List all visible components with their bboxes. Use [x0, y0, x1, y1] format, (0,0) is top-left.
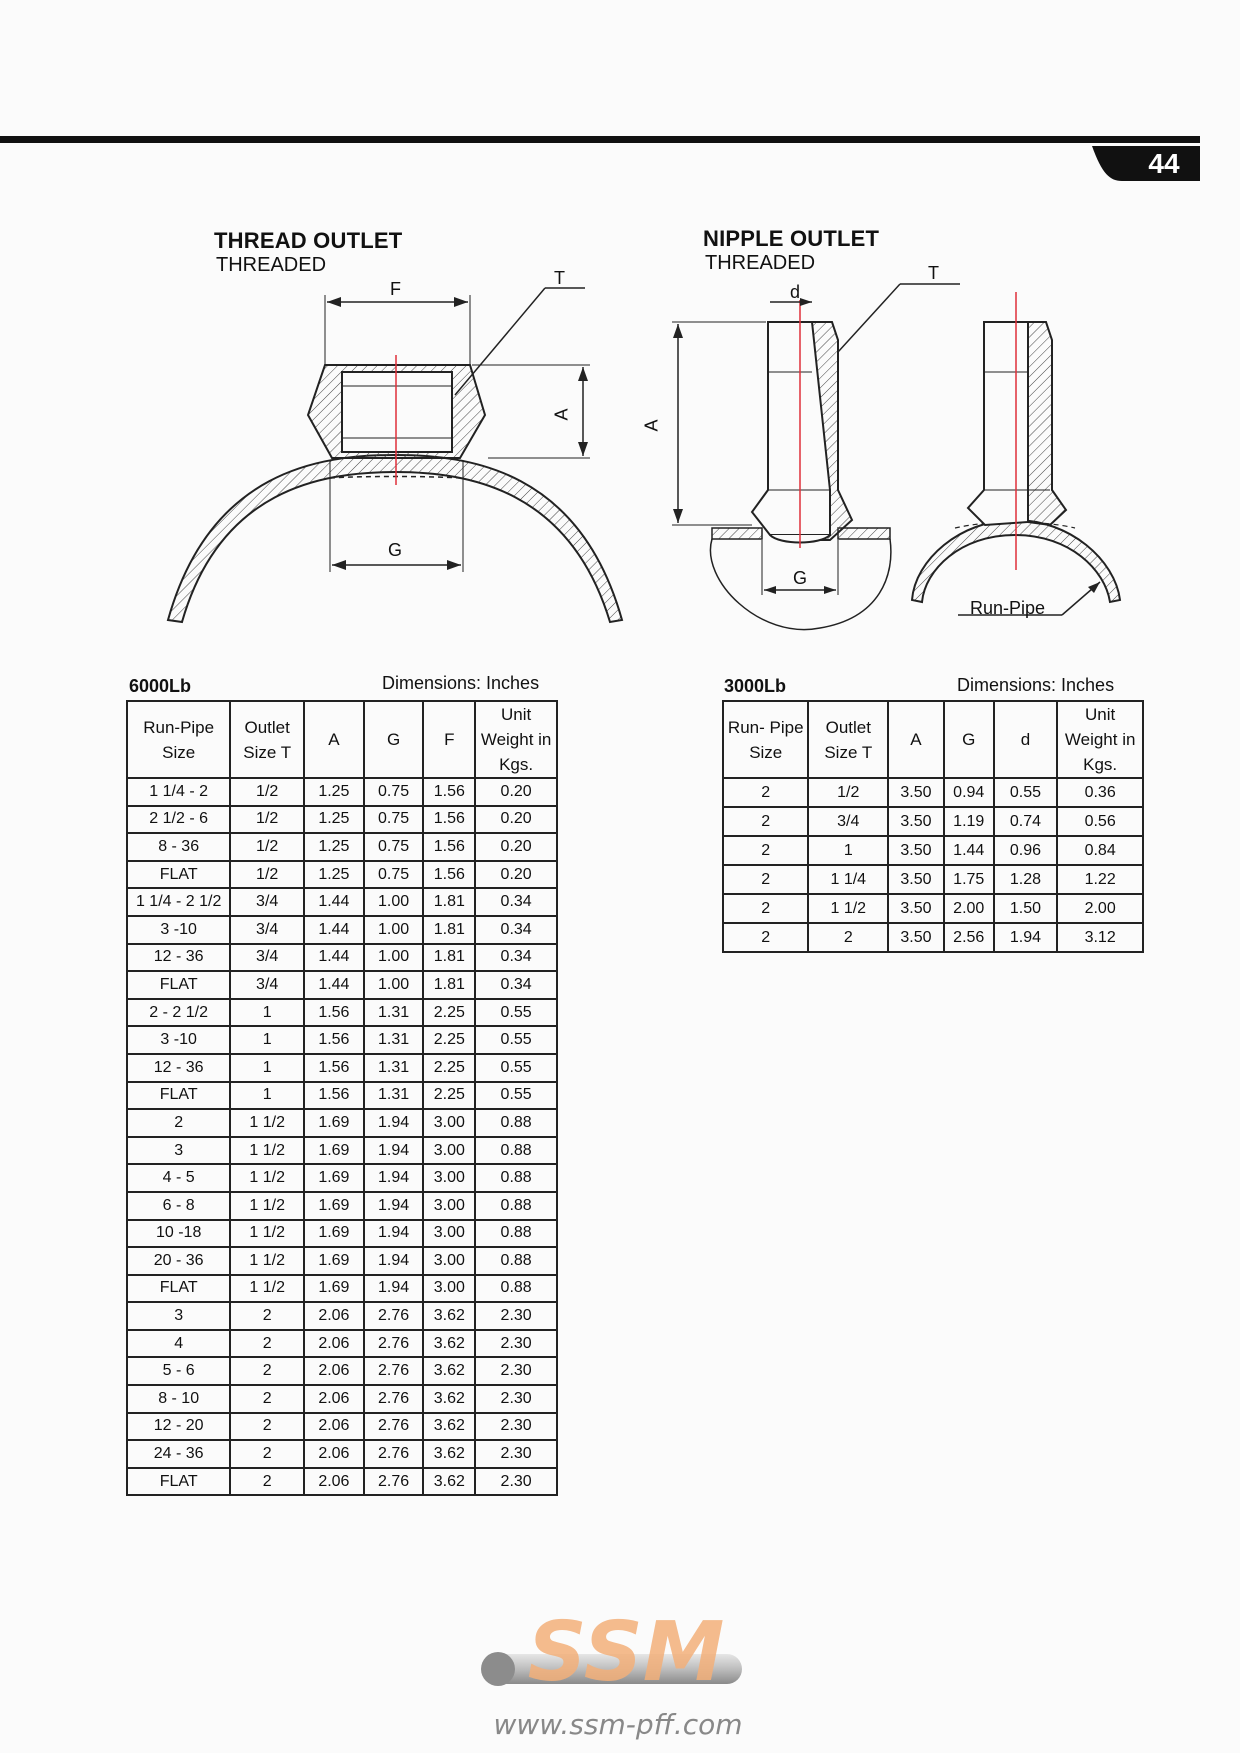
- table-row: [127, 888, 557, 916]
- table-cell: 3.12: [1057, 923, 1143, 952]
- table-row: [127, 833, 557, 861]
- table-cell: 0.88: [475, 1275, 557, 1303]
- table-cell: 2.06: [304, 1302, 364, 1330]
- table-row: [127, 1109, 557, 1137]
- header-run-pipe-size: Run-Pipe Size: [127, 701, 230, 778]
- table-cell: 2.25: [423, 1082, 475, 1110]
- table-cell: 1.25: [304, 861, 364, 889]
- label-t: T: [554, 268, 565, 288]
- table-cell: 0.55: [475, 1082, 557, 1110]
- table-cell: 2.30: [475, 1468, 557, 1496]
- table-cell: 0.55: [475, 1054, 557, 1082]
- table-cell: 1 1/4: [808, 865, 888, 894]
- table-cell: 1.81: [423, 971, 475, 999]
- table-cell: 2: [230, 1357, 304, 1385]
- table-cell: 1.19: [944, 807, 994, 836]
- table-cell: 0.75: [364, 806, 424, 834]
- table-cell: 0.75: [364, 861, 424, 889]
- ssm-logo: [476, 1608, 760, 1698]
- table-cell: 3.00: [423, 1220, 475, 1248]
- table-cell: 1.94: [364, 1247, 424, 1275]
- table-cell: 2: [723, 894, 808, 923]
- label-a: A: [551, 408, 572, 421]
- table-cell: 2.25: [423, 999, 475, 1027]
- table-row: [127, 1275, 557, 1303]
- table-cell: 1.94: [364, 1109, 424, 1137]
- table-cell: 6 - 8: [127, 1192, 230, 1220]
- table-cell: 0.20: [475, 833, 557, 861]
- table-cell: 1.69: [304, 1220, 364, 1248]
- table-cell: 1.75: [944, 865, 994, 894]
- table-cell: 1.31: [364, 1082, 424, 1110]
- table-cell: 3.62: [423, 1413, 475, 1441]
- table-cell: 3.62: [423, 1440, 475, 1468]
- label-f: F: [390, 279, 401, 299]
- header-rule: [0, 136, 1200, 143]
- table-cell: 2: [808, 923, 888, 952]
- table-cell: 0.20: [475, 778, 557, 806]
- table-cell: 3/4: [808, 807, 888, 836]
- table-cell: 3.62: [423, 1357, 475, 1385]
- table-cell: 2.30: [475, 1302, 557, 1330]
- header-a: A: [304, 701, 364, 778]
- table-header-row: [127, 701, 557, 778]
- table-3000lb: [722, 700, 1144, 953]
- table-cell: 0.55: [475, 1026, 557, 1054]
- table-cell: 1.25: [304, 806, 364, 834]
- table-cell: 1: [230, 999, 304, 1027]
- table-cell: 2: [230, 1413, 304, 1441]
- table-cell: 3.50: [888, 894, 944, 923]
- table-cell: 1.69: [304, 1192, 364, 1220]
- table-cell: 3.50: [888, 807, 944, 836]
- table-cell: 0.94: [944, 778, 994, 807]
- table-cell: 1.69: [304, 1275, 364, 1303]
- table-cell: 2.06: [304, 1440, 364, 1468]
- table-cell: 1.44: [304, 971, 364, 999]
- header-g: G: [364, 701, 424, 778]
- table-row: [127, 1302, 557, 1330]
- table-row: [723, 865, 1143, 894]
- table-cell: 1/2: [230, 861, 304, 889]
- table-cell: 1.94: [364, 1137, 424, 1165]
- table-cell: 3.00: [423, 1192, 475, 1220]
- table-cell: 1 1/2: [230, 1164, 304, 1192]
- table-cell: 2.25: [423, 1026, 475, 1054]
- table-cell: 3.62: [423, 1302, 475, 1330]
- table-cell: 1.69: [304, 1109, 364, 1137]
- table-cell: 0.88: [475, 1109, 557, 1137]
- table-cell: 2: [230, 1330, 304, 1358]
- table-row: [127, 1082, 557, 1110]
- table-3000-dimensions-note: Dimensions: Inches: [957, 675, 1115, 695]
- table-cell: FLAT: [127, 971, 230, 999]
- thread-outlet-title: THREAD OUTLET: [214, 228, 403, 253]
- table-cell: 1.00: [364, 971, 424, 999]
- header-a: A: [888, 701, 944, 778]
- table-cell: 8 - 10: [127, 1385, 230, 1413]
- table-cell: 0.84: [1057, 836, 1143, 865]
- table-cell: 2: [723, 836, 808, 865]
- table-cell: 1.56: [423, 778, 475, 806]
- table-cell: 2: [127, 1109, 230, 1137]
- thread-outlet-subtitle: THREADED: [216, 254, 327, 276]
- table-cell: 2.25: [423, 1054, 475, 1082]
- table-row: [127, 1440, 557, 1468]
- table-6000lb: [126, 700, 558, 1496]
- table-cell: 3.50: [888, 865, 944, 894]
- page-number: 44: [1148, 148, 1180, 179]
- table-cell: 12 - 36: [127, 1054, 230, 1082]
- table-cell: 1.56: [423, 833, 475, 861]
- table-cell: 2: [723, 923, 808, 952]
- table-cell: 1 1/4 - 2 1/2: [127, 888, 230, 916]
- table-cell: 1/2: [230, 806, 304, 834]
- table-row: [127, 1192, 557, 1220]
- table-cell: 2.76: [364, 1357, 424, 1385]
- table-cell: 1: [230, 1026, 304, 1054]
- table-row: [127, 861, 557, 889]
- table-cell: 2.06: [304, 1385, 364, 1413]
- table-cell: 1 1/2: [230, 1137, 304, 1165]
- table-cell: 4: [127, 1330, 230, 1358]
- table-cell: 1/2: [230, 833, 304, 861]
- label-t-nipple: T: [928, 263, 939, 283]
- table-cell: 2.06: [304, 1468, 364, 1496]
- table-cell: 2.06: [304, 1357, 364, 1385]
- table-cell: 1.00: [364, 916, 424, 944]
- table-cell: 0.88: [475, 1192, 557, 1220]
- table-cell: 1.00: [364, 944, 424, 972]
- table-cell: 1: [808, 836, 888, 865]
- table-cell: 1.94: [364, 1192, 424, 1220]
- table-cell: 1.28: [994, 865, 1058, 894]
- table-cell: 1/2: [808, 778, 888, 807]
- table-cell: 1.31: [364, 1026, 424, 1054]
- table-row: [127, 1164, 557, 1192]
- table-cell: 1.81: [423, 916, 475, 944]
- table-cell: FLAT: [127, 1468, 230, 1496]
- table-cell: 3.00: [423, 1109, 475, 1137]
- table-cell: FLAT: [127, 1275, 230, 1303]
- table-cell: 1 1/2: [230, 1275, 304, 1303]
- table-cell: 0.88: [475, 1164, 557, 1192]
- header-f: F: [423, 701, 475, 778]
- header-run-pipe-size: Run- Pipe Size: [723, 701, 808, 778]
- table-cell: 2.30: [475, 1330, 557, 1358]
- table-cell: 1.81: [423, 888, 475, 916]
- table-cell: 3: [127, 1137, 230, 1165]
- table-cell: 1 1/2: [230, 1220, 304, 1248]
- table-cell: 1.69: [304, 1247, 364, 1275]
- table-row: [127, 1137, 557, 1165]
- table-cell: 3.50: [888, 923, 944, 952]
- table-cell: 2.76: [364, 1330, 424, 1358]
- table-cell: 3.00: [423, 1247, 475, 1275]
- table-row: [127, 1468, 557, 1496]
- table-cell: FLAT: [127, 1082, 230, 1110]
- table-cell: 2 - 2 1/2: [127, 999, 230, 1027]
- table-cell: 1.31: [364, 999, 424, 1027]
- table-cell: 20 - 36: [127, 1247, 230, 1275]
- table-cell: 0.55: [475, 999, 557, 1027]
- label-d: d: [790, 282, 801, 302]
- table-cell: 1.50: [994, 894, 1058, 923]
- table-cell: 0.20: [475, 806, 557, 834]
- table-row: [127, 806, 557, 834]
- table-cell: 0.34: [475, 888, 557, 916]
- table-cell: 1 1/4 - 2: [127, 778, 230, 806]
- table-cell: 1.25: [304, 833, 364, 861]
- table-cell: 1.56: [304, 1026, 364, 1054]
- table-cell: 1.44: [304, 888, 364, 916]
- table-cell: 3.50: [888, 778, 944, 807]
- table-cell: 3.00: [423, 1275, 475, 1303]
- table-cell: 2: [230, 1468, 304, 1496]
- table-cell: 10 -18: [127, 1220, 230, 1248]
- table-cell: 1.56: [423, 806, 475, 834]
- label-g: G: [388, 540, 403, 560]
- table-row: [127, 1413, 557, 1441]
- table-cell: 2.06: [304, 1330, 364, 1358]
- table-cell: 0.34: [475, 944, 557, 972]
- table-cell: 3/4: [230, 916, 304, 944]
- table-row: [723, 836, 1143, 865]
- table-cell: 1 1/2: [230, 1192, 304, 1220]
- table-cell: 1.00: [364, 888, 424, 916]
- nipple-outlet-title: NIPPLE OUTLET: [703, 226, 880, 251]
- header-g: G: [944, 701, 994, 778]
- table-cell: 2 1/2 - 6: [127, 806, 230, 834]
- table-cell: 0.56: [1057, 807, 1143, 836]
- website-url: www.ssm-pff.com: [493, 1708, 743, 1741]
- table-cell: 1.81: [423, 944, 475, 972]
- table-cell: 2: [723, 778, 808, 807]
- table-cell: 1.56: [304, 1082, 364, 1110]
- table-cell: 1.69: [304, 1137, 364, 1165]
- header-outlet-size: Outlet Size T: [808, 701, 888, 778]
- table-row: [723, 807, 1143, 836]
- table-cell: 2: [723, 865, 808, 894]
- table-cell: 0.55: [994, 778, 1058, 807]
- table-row: [723, 923, 1143, 952]
- table-cell: 2.76: [364, 1468, 424, 1496]
- table-cell: 4 - 5: [127, 1164, 230, 1192]
- label-g-nipple: G: [793, 568, 808, 588]
- table-cell: 2.76: [364, 1385, 424, 1413]
- table-cell: 1.44: [304, 916, 364, 944]
- table-cell: 0.34: [475, 971, 557, 999]
- nipple-outlet-subtitle: THREADED: [705, 252, 816, 274]
- table-cell: 3/4: [230, 944, 304, 972]
- table-cell: FLAT: [127, 861, 230, 889]
- header-outlet-size: Outlet Size T: [230, 701, 304, 778]
- logo-text: SSM: [527, 1608, 725, 1698]
- table-cell: 3.62: [423, 1468, 475, 1496]
- table-cell: 2.06: [304, 1413, 364, 1441]
- table-cell: 1.22: [1057, 865, 1143, 894]
- table-cell: 5 - 6: [127, 1357, 230, 1385]
- nipple-outlet-drawing: [650, 260, 1140, 640]
- table-cell: 1: [230, 1054, 304, 1082]
- table-cell: 3.00: [423, 1137, 475, 1165]
- table-cell: 1.44: [304, 944, 364, 972]
- table-row: [127, 999, 557, 1027]
- table-cell: 3.62: [423, 1385, 475, 1413]
- table-cell: 2: [230, 1440, 304, 1468]
- table-cell: 2.76: [364, 1440, 424, 1468]
- header-d: d: [994, 701, 1058, 778]
- table-cell: 3.62: [423, 1330, 475, 1358]
- table-cell: 1/2: [230, 778, 304, 806]
- thread-outlet-drawing: [150, 270, 640, 630]
- table-cell: 1.31: [364, 1054, 424, 1082]
- table-row: [127, 971, 557, 999]
- table-cell: 0.75: [364, 833, 424, 861]
- table-header-row: [723, 701, 1143, 778]
- table-cell: 12 - 36: [127, 944, 230, 972]
- table-cell: 3 -10: [127, 916, 230, 944]
- label-a-nipple: A: [641, 419, 662, 432]
- table-cell: 0.96: [994, 836, 1058, 865]
- table-cell: 1.56: [304, 1054, 364, 1082]
- table-cell: 1.69: [304, 1164, 364, 1192]
- table-cell: 1.44: [944, 836, 994, 865]
- table-cell: 0.75: [364, 778, 424, 806]
- table-6000-title: 6000Lb: [129, 676, 192, 696]
- table-cell: 2.30: [475, 1440, 557, 1468]
- table-cell: 0.88: [475, 1247, 557, 1275]
- table-cell: 2: [723, 807, 808, 836]
- table-cell: 3.00: [423, 1164, 475, 1192]
- table-cell: 1.94: [364, 1275, 424, 1303]
- header-unit-weight: Unit Weight in Kgs.: [475, 701, 557, 778]
- table-row: [127, 1247, 557, 1275]
- table-row: [723, 894, 1143, 923]
- table-cell: 3 -10: [127, 1026, 230, 1054]
- table-cell: 1: [230, 1082, 304, 1110]
- table-cell: 2.00: [944, 894, 994, 923]
- table-cell: 2.30: [475, 1385, 557, 1413]
- table-row: [127, 1026, 557, 1054]
- table-cell: 2.56: [944, 923, 994, 952]
- table-cell: 2: [230, 1302, 304, 1330]
- table-cell: 1 1/2: [230, 1247, 304, 1275]
- table-cell: 1 1/2: [230, 1109, 304, 1137]
- table-row: [127, 1330, 557, 1358]
- table-cell: 1.56: [304, 999, 364, 1027]
- table-cell: 1.94: [994, 923, 1058, 952]
- table-cell: 0.88: [475, 1137, 557, 1165]
- table-cell: 0.36: [1057, 778, 1143, 807]
- header-unit-weight: Unit Weight in Kgs.: [1057, 701, 1143, 778]
- table-cell: 3: [127, 1302, 230, 1330]
- table-cell: 1 1/2: [808, 894, 888, 923]
- table-cell: 8 - 36: [127, 833, 230, 861]
- table-cell: 2.30: [475, 1357, 557, 1385]
- table-cell: 2.00: [1057, 894, 1143, 923]
- table-3000-title: 3000Lb: [724, 676, 787, 696]
- table-cell: 0.74: [994, 807, 1058, 836]
- table-row: [127, 778, 557, 806]
- table-row: [127, 1220, 557, 1248]
- table-row: [127, 916, 557, 944]
- label-run-pipe: Run-Pipe: [970, 598, 1046, 618]
- table-cell: 0.34: [475, 916, 557, 944]
- table-row: [127, 944, 557, 972]
- table-row: [127, 1357, 557, 1385]
- table-cell: 1.56: [423, 861, 475, 889]
- table-cell: 1.94: [364, 1220, 424, 1248]
- table-cell: 2.76: [364, 1413, 424, 1441]
- table-cell: 2: [230, 1385, 304, 1413]
- table-cell: 2.76: [364, 1302, 424, 1330]
- table-cell: 0.20: [475, 861, 557, 889]
- table-row: [127, 1385, 557, 1413]
- table-cell: 1.94: [364, 1164, 424, 1192]
- table-row: [127, 1054, 557, 1082]
- table-row: [723, 778, 1143, 807]
- table-cell: 0.88: [475, 1220, 557, 1248]
- table-cell: 24 - 36: [127, 1440, 230, 1468]
- table-cell: 3/4: [230, 971, 304, 999]
- table-cell: 12 - 20: [127, 1413, 230, 1441]
- table-cell: 3.50: [888, 836, 944, 865]
- table-cell: 3/4: [230, 888, 304, 916]
- table-6000-dimensions-note: Dimensions: Inches: [382, 673, 540, 693]
- table-cell: 1.25: [304, 778, 364, 806]
- table-cell: 2.30: [475, 1413, 557, 1441]
